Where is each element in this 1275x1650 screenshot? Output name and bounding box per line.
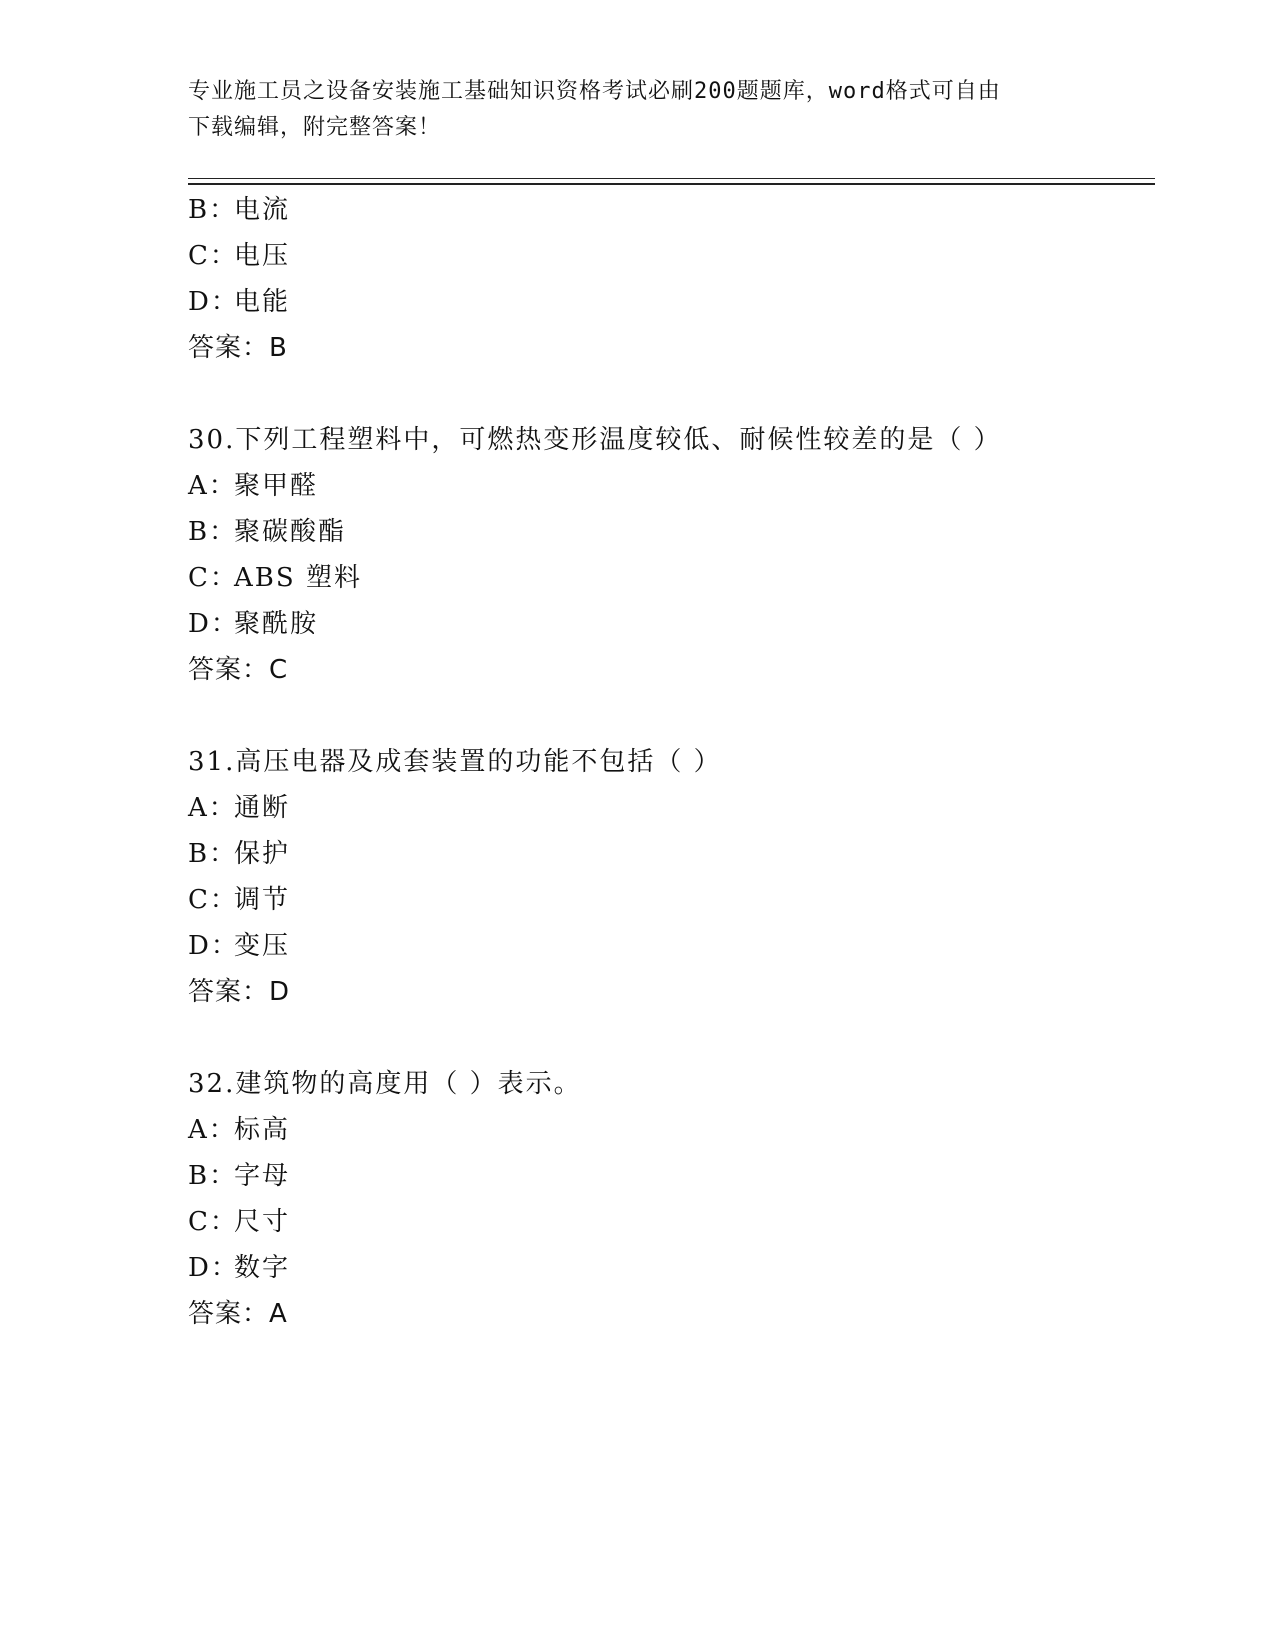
option-text: 保护 bbox=[234, 839, 291, 869]
continued-question-block bbox=[188, 187, 1155, 371]
answer-line: 答案：C bbox=[188, 655, 289, 685]
option-key: D： bbox=[188, 609, 239, 639]
option-c bbox=[188, 555, 1155, 601]
option-text: 字母 bbox=[234, 1161, 291, 1191]
option-text: 聚甲醛 bbox=[234, 471, 319, 501]
option-text: 电能 bbox=[234, 287, 291, 317]
option-c bbox=[188, 877, 1155, 923]
answer-line: 答案：A bbox=[188, 1299, 288, 1329]
option-text: 聚碳酸酯 bbox=[234, 517, 347, 547]
option-text: ABS 塑料 bbox=[234, 563, 362, 593]
option-a bbox=[188, 1107, 1155, 1153]
option-text: 电流 bbox=[234, 195, 291, 225]
option-key: D： bbox=[188, 1253, 239, 1283]
question-30-block bbox=[188, 417, 1155, 693]
option-text: 尺寸 bbox=[234, 1207, 291, 1237]
option-d bbox=[188, 279, 1155, 325]
option-text: 数字 bbox=[234, 1253, 291, 1283]
option-key: D： bbox=[188, 931, 239, 961]
option-a bbox=[188, 785, 1155, 831]
option-key: A： bbox=[188, 1115, 237, 1145]
option-key: C： bbox=[188, 885, 238, 915]
question-32-block bbox=[188, 1061, 1155, 1337]
header-divider-bottom bbox=[188, 183, 1155, 185]
header-divider-top bbox=[188, 178, 1155, 179]
option-key: C： bbox=[188, 1207, 238, 1237]
header-title-line-2: 下载编辑，附完整答案！ bbox=[188, 115, 442, 140]
option-key: B： bbox=[188, 839, 238, 869]
option-b bbox=[188, 831, 1155, 877]
option-text: 电压 bbox=[234, 241, 291, 271]
option-b bbox=[188, 1153, 1155, 1199]
question-stem: 30.下列工程塑料中，可燃热变形温度较低、耐候性较差的是（ ） bbox=[188, 425, 1002, 455]
option-b bbox=[188, 509, 1155, 555]
option-d bbox=[188, 601, 1155, 647]
option-key: C： bbox=[188, 241, 238, 271]
question-content bbox=[188, 187, 1155, 1337]
answer-line: 答案：B bbox=[188, 333, 288, 363]
question-31-block bbox=[188, 739, 1155, 1015]
option-key: C： bbox=[188, 563, 238, 593]
option-key: B： bbox=[188, 1161, 238, 1191]
option-text: 通断 bbox=[234, 793, 291, 823]
option-key: B： bbox=[188, 195, 238, 225]
option-text: 调节 bbox=[234, 885, 291, 915]
option-a bbox=[188, 463, 1155, 509]
option-key: B： bbox=[188, 517, 238, 547]
option-key: D： bbox=[188, 287, 239, 317]
option-c bbox=[188, 1199, 1155, 1245]
question-stem: 32.建筑物的高度用（ ）表示。 bbox=[188, 1069, 582, 1099]
option-key: A： bbox=[188, 471, 237, 501]
document-header bbox=[188, 74, 1068, 146]
option-text: 聚酰胺 bbox=[234, 609, 319, 639]
option-key: A： bbox=[188, 793, 237, 823]
header-title-line-1: 专业施工员之设备安装施工基础知识资格考试必刷200题题库，word格式可自由 bbox=[188, 79, 1001, 104]
answer-line: 答案：D bbox=[188, 977, 291, 1007]
option-b bbox=[188, 187, 1155, 233]
option-c bbox=[188, 233, 1155, 279]
option-d bbox=[188, 1245, 1155, 1291]
option-text: 变压 bbox=[234, 931, 291, 961]
option-d bbox=[188, 923, 1155, 969]
option-text: 标高 bbox=[234, 1115, 291, 1145]
question-stem: 31.高压电器及成套装置的功能不包括（ ） bbox=[188, 747, 722, 777]
